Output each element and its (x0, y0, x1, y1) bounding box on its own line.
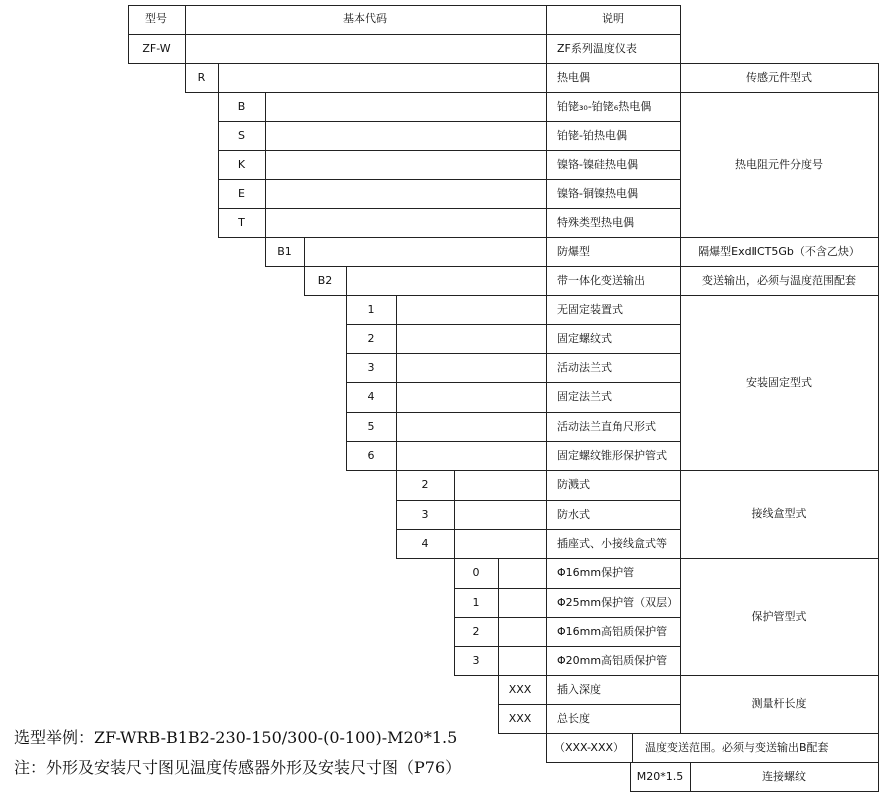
group-label: 变送输出，必须与温度范围配套 (702, 273, 856, 287)
table-rule (346, 324, 347, 354)
range-code: （XXX-XXX） (553, 741, 625, 754)
row-code: S (238, 128, 245, 142)
table-rule (546, 353, 547, 383)
row-code: 4 (367, 390, 375, 403)
table-rule (878, 470, 879, 559)
table-rule (265, 237, 681, 238)
table-rule (546, 441, 547, 471)
table-rule (218, 63, 219, 93)
table-rule (690, 762, 691, 792)
table-rule (498, 588, 499, 618)
row-code: 2 (367, 331, 375, 345)
table-rule (680, 237, 681, 267)
row-description: 铂铑-铂热电偶 (557, 128, 627, 142)
table-rule (396, 529, 397, 559)
table-rule (454, 646, 455, 676)
row-description: 防爆型 (557, 244, 590, 258)
group-label: 热电阻元件分度号 (735, 157, 823, 171)
table-rule (680, 295, 879, 296)
table-rule (396, 353, 397, 383)
group-label: 传感元件型式 (746, 70, 812, 84)
table-rule (218, 208, 219, 238)
thread-code: M20*1.5 (636, 770, 684, 783)
row-code: 2 (421, 478, 429, 491)
table-rule (680, 92, 879, 93)
row-code: ZF-W (142, 41, 171, 55)
table-rule (546, 500, 547, 530)
table-rule (454, 646, 681, 647)
table-rule (680, 675, 879, 676)
table-rule (498, 704, 681, 705)
row-code: E (238, 186, 245, 200)
table-rule (546, 34, 547, 64)
table-rule (630, 791, 879, 792)
table-rule (680, 558, 879, 559)
row-code: 1 (472, 595, 480, 609)
table-rule (454, 617, 455, 647)
table-rule (680, 63, 879, 64)
table-rule (680, 646, 681, 676)
table-rule (878, 558, 879, 676)
table-rule (680, 266, 681, 296)
table-rule (265, 179, 266, 209)
table-rule (680, 617, 681, 647)
table-rule (396, 470, 397, 501)
table-rule (546, 412, 547, 442)
group-label: 保护管型式 (751, 609, 807, 623)
table-rule (454, 588, 681, 589)
table-rule (546, 63, 547, 93)
table-rule (630, 762, 631, 792)
table-rule (218, 92, 219, 122)
table-rule (218, 150, 219, 180)
row-description: Φ20mm高铝质保护管 (557, 653, 668, 667)
table-rule (546, 617, 547, 647)
selection-example: 选型举例：ZF-WRB-B1B2-230-150/300-(0-100)-M20*1.5 (14, 728, 458, 747)
table-rule (346, 353, 347, 383)
table-rule (632, 733, 633, 763)
table-rule (218, 179, 681, 180)
row-code: R (197, 70, 206, 84)
thread-description: 连接螺纹 (762, 770, 806, 783)
row-code: T (238, 215, 245, 229)
table-rule (546, 382, 547, 413)
table-rule (680, 441, 681, 471)
table-rule (346, 441, 347, 471)
table-rule (128, 34, 681, 35)
table-rule (128, 34, 129, 64)
row-code: 3 (367, 360, 375, 374)
table-rule (396, 295, 397, 325)
row-description: 防水式 (557, 507, 590, 521)
table-rule (346, 412, 347, 442)
table-rule (680, 63, 681, 93)
range-description: 温度变送范围。必须与变送输出B配套 (645, 741, 829, 754)
group-label: 隔爆型ExdⅡCT5Gb（不含乙炔） (698, 244, 860, 258)
table-rule (185, 34, 186, 64)
table-rule (680, 382, 681, 413)
table-rule (630, 762, 879, 763)
row-description: 无固定装置式 (557, 302, 623, 316)
table-rule (185, 63, 186, 93)
footnote: 注：外形及安装尺寸图见温度传感器外形及安装尺寸图（P76） (14, 758, 462, 777)
row-code: B (237, 99, 246, 113)
row-code: 1 (367, 302, 375, 316)
row-code: 3 (472, 653, 480, 667)
table-rule (680, 237, 879, 238)
table-rule (346, 295, 347, 325)
row-description: 镍铬-铜镍热电偶 (557, 186, 638, 200)
row-description: 总长度 (557, 711, 590, 725)
header-basic-code: 基本代码 (343, 12, 387, 25)
table-rule (546, 704, 547, 734)
table-rule (546, 733, 547, 763)
table-rule (218, 121, 219, 151)
table-rule (396, 441, 397, 471)
table-rule (546, 5, 547, 35)
table-rule (546, 266, 547, 296)
table-rule (680, 324, 681, 354)
table-rule (218, 150, 681, 151)
row-description: 固定螺纹式 (557, 331, 612, 345)
row-code: B1 (277, 244, 292, 258)
table-rule (546, 179, 547, 209)
row-description: 热电偶 (557, 70, 590, 84)
group-label: 测量杆长度 (751, 697, 807, 710)
table-rule (546, 237, 547, 267)
table-rule (454, 558, 455, 589)
table-rule (546, 121, 547, 151)
table-rule (680, 92, 681, 122)
row-description: 带一体化变送输出 (557, 273, 645, 287)
table-rule (878, 266, 879, 296)
table-rule (878, 92, 879, 238)
table-rule (546, 646, 547, 676)
table-rule (454, 617, 681, 618)
table-rule (680, 529, 681, 559)
row-description: 插座式、小接线盒式等 (557, 536, 667, 550)
table-rule (546, 675, 547, 705)
table-rule (546, 588, 547, 618)
table-rule (680, 500, 681, 530)
table-rule (546, 150, 547, 180)
table-rule (454, 588, 455, 618)
table-rule (218, 179, 219, 209)
table-rule (396, 500, 681, 501)
table-rule (396, 500, 397, 530)
row-code: B2 (317, 273, 333, 287)
table-rule (878, 237, 879, 267)
table-rule (680, 353, 681, 383)
table-rule (304, 237, 305, 267)
table-rule (878, 762, 879, 792)
table-rule (546, 208, 547, 238)
row-description: 特殊类型热电偶 (557, 215, 634, 229)
table-rule (498, 617, 499, 647)
table-rule (680, 34, 681, 64)
table-rule (546, 733, 879, 734)
table-rule (396, 382, 397, 413)
row-code: 4 (421, 536, 429, 550)
table-rule (498, 675, 499, 705)
table-rule (878, 675, 879, 734)
row-description: 防溅式 (557, 478, 590, 491)
group-label: 接线盒型式 (751, 507, 807, 520)
table-rule (304, 266, 305, 296)
table-rule (680, 412, 681, 442)
table-rule (546, 324, 547, 354)
table-rule (396, 412, 397, 442)
table-rule (680, 704, 681, 734)
table-rule (396, 529, 681, 530)
table-rule (218, 121, 681, 122)
table-rule (218, 92, 681, 93)
table-rule (265, 92, 266, 122)
table-rule (878, 295, 879, 471)
table-rule (185, 5, 186, 35)
table-rule (680, 150, 681, 180)
table-rule (454, 558, 681, 559)
group-label: 安装固定型式 (746, 375, 812, 389)
table-rule (185, 63, 681, 64)
row-description: 固定法兰式 (557, 390, 612, 403)
row-description: 活动法兰直角尺形式 (557, 419, 656, 433)
table-rule (680, 5, 681, 35)
table-rule (878, 733, 879, 763)
table-rule (454, 529, 455, 559)
table-rule (546, 470, 547, 501)
row-description: 镍铬-镍硅热电偶 (557, 157, 638, 171)
table-rule (218, 208, 681, 209)
table-rule (546, 529, 547, 559)
table-rule (878, 63, 879, 93)
table-rule (680, 295, 681, 325)
table-rule (265, 237, 266, 267)
table-rule (498, 704, 499, 734)
row-code: 2 (472, 624, 480, 638)
row-code: 3 (421, 507, 429, 521)
row-code: K (237, 157, 246, 171)
table-rule (265, 150, 266, 180)
table-rule (498, 675, 681, 676)
table-rule (454, 500, 455, 530)
table-rule (396, 470, 681, 471)
header-description: 说明 (602, 12, 624, 25)
header-model: 型号 (145, 12, 167, 25)
table-rule (680, 179, 681, 209)
table-rule (680, 266, 879, 267)
table-rule (546, 558, 547, 589)
table-rule (396, 324, 397, 354)
table-rule (680, 588, 681, 618)
table-rule (265, 121, 266, 151)
row-description: ZF系列温度仪表 (557, 41, 637, 55)
row-code: 5 (367, 419, 375, 433)
table-rule (128, 5, 129, 35)
table-rule (498, 558, 499, 589)
table-rule (304, 266, 681, 267)
table-rule (680, 208, 681, 238)
row-description: Φ16mm保护管 (557, 566, 635, 579)
table-rule (680, 470, 879, 471)
table-rule (680, 470, 681, 501)
table-rule (454, 470, 455, 501)
row-description: Φ25mm保护管（双层） (557, 595, 679, 609)
row-code: 0 (472, 566, 480, 579)
table-rule (546, 92, 547, 122)
table-rule (346, 382, 347, 413)
table-rule (680, 558, 681, 589)
row-code: XXX (508, 711, 532, 725)
table-rule (680, 675, 681, 705)
row-description: 插入深度 (557, 682, 601, 696)
table-rule (680, 121, 681, 151)
table-rule (265, 208, 266, 238)
table-rule (128, 5, 681, 6)
table-rule (346, 266, 347, 296)
row-description: Φ16mm高铝质保护管 (557, 624, 668, 638)
row-code: XXX (508, 682, 532, 696)
row-code: 6 (367, 448, 375, 462)
row-description: 固定螺纹锥形保护管式 (557, 448, 667, 462)
row-description: 铂铑₃₀-铂铑₆热电偶 (557, 99, 652, 113)
table-rule (546, 295, 547, 325)
row-description: 活动法兰式 (557, 360, 612, 374)
table-rule (498, 646, 499, 676)
